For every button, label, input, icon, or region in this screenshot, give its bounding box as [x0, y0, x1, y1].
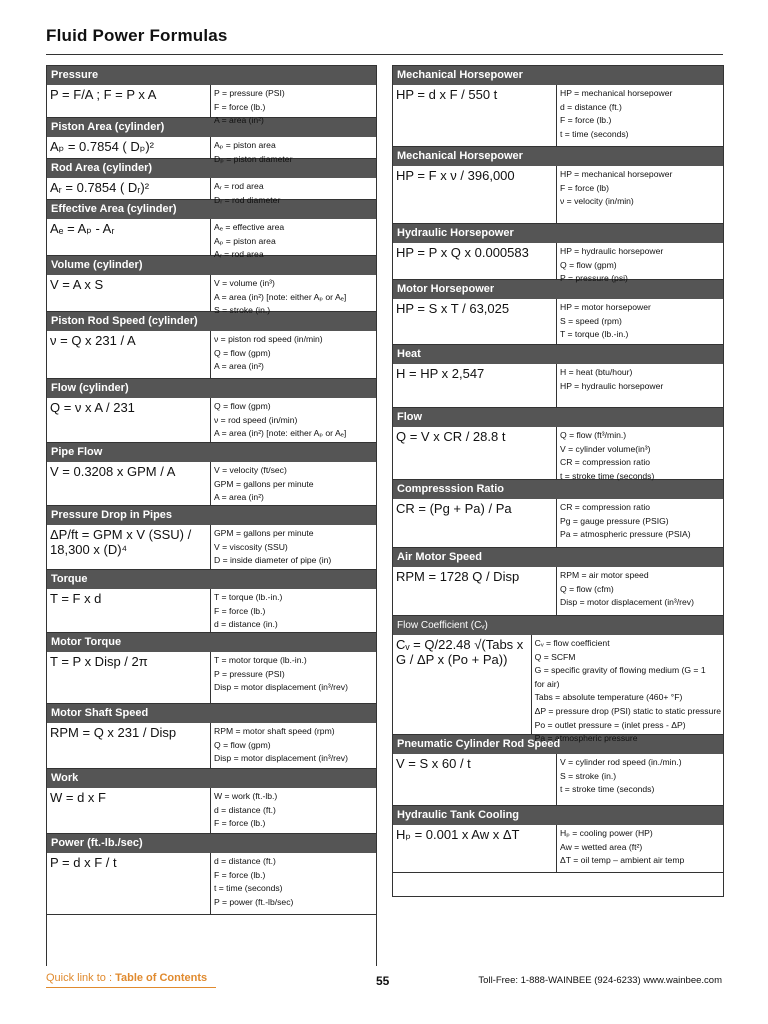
section-heading: Air Motor Speed [393, 548, 723, 567]
section-heading: Heat [393, 345, 723, 364]
definition-line: Pa = atmospheric pressure (PSIA) [560, 529, 691, 540]
definition-line: F = force (lb.) [214, 605, 266, 616]
definition-line: Cᵥ = flow coefficient [534, 638, 610, 648]
formula-text: Hₚ = 0.001 x Aw x ΔT [396, 827, 520, 842]
formula [47, 137, 210, 158]
definition-line: F = force (lb.) [214, 869, 266, 880]
footer-quick-link[interactable] [46, 972, 207, 984]
section-heading: Flow Coefficient (Cᵥ) [393, 616, 723, 635]
formula [393, 166, 556, 223]
formula-text: V = 0.3208 x GPM / A [50, 464, 176, 479]
definition-line: CR = compression ratio [560, 502, 651, 512]
formula-text: P = d x F / t [50, 855, 117, 870]
definition-line: d = distance (ft.) [214, 804, 276, 815]
left-column [46, 65, 377, 966]
formula-row [393, 567, 723, 616]
section-heading: Flow (cylinder) [47, 379, 376, 398]
section-heading: Volume (cylinder) [47, 256, 376, 275]
definition-line: GPM = gallons per minute [214, 478, 314, 489]
definition-line: Hₚ = cooling power (HP) [560, 828, 653, 838]
definition-line: Aᵣ = rod area [214, 249, 264, 260]
definitions [556, 243, 723, 284]
formula [47, 525, 210, 569]
definition-line: S = speed (rpm) [560, 315, 622, 326]
definition-line: A = area (in²) [214, 115, 264, 126]
formula-text: CR = (Pg + Pa) / Pa [396, 501, 512, 516]
definition-line: H = heat (btu/hour) [560, 367, 633, 377]
definition-line: G = specific gravity of flowing medium (G = 1 [534, 665, 706, 676]
section-heading: Torque [47, 570, 376, 589]
definition-line: Disp = motor displacement (in³/rev) [560, 597, 694, 608]
section-heading: Piston Rod Speed (cylinder) [47, 312, 376, 331]
definition-line: Disp = motor displacement (in³/rev) [214, 753, 348, 764]
definition-line: Aw = wetted area (ft²) [560, 841, 643, 852]
definition-line: ΔP = pressure drop (PSI) static to static pressure [534, 705, 721, 716]
section-heading: Pneumatic Cylinder Rod Speed [393, 735, 723, 754]
definition-line: ν = rod speed (in/min) [214, 414, 298, 425]
definition-line: Q = flow (gpm) [214, 739, 271, 750]
formula-row [393, 364, 723, 408]
definition-line: HP = mechanical horsepower [560, 88, 673, 98]
definitions [556, 364, 723, 407]
definition-line: P = power (ft.-lb/sec) [214, 896, 294, 907]
definition-line: F = force (lb.) [560, 115, 612, 126]
definitions [556, 499, 723, 547]
definition-line: HP = mechanical horsepower [560, 169, 673, 179]
formula [47, 85, 210, 117]
definition-line: t = stroke time (seconds) [560, 784, 655, 795]
definition-line: V = viscosity (SSU) [214, 541, 288, 552]
definitions [210, 85, 376, 126]
formula [47, 462, 210, 505]
definition-line: P = pressure (PSI) [214, 668, 285, 679]
formula [393, 754, 556, 805]
definition-line: d = distance (in.) [214, 619, 278, 630]
definition-line: for air) [534, 678, 560, 689]
formula-text: HP = P x Q x 0.000583 [396, 245, 529, 260]
definition-line: Aₚ = piston area [214, 235, 276, 246]
definition-line: W = work (ft.-lb.) [214, 791, 278, 801]
formula [47, 652, 210, 703]
definition-line: d = distance (ft.) [214, 856, 276, 866]
formula-text: Q = V x CR / 28.8 t [396, 429, 506, 444]
definitions [556, 85, 723, 146]
formula-row [393, 299, 723, 345]
definition-line: Po = outlet pressure = (inlet press - ΔP) [534, 719, 686, 730]
definition-line: F = force (lb.) [214, 101, 266, 112]
formula-text: ΔP/ft = GPM x V (SSU) / 18,300 x (D)⁴ [50, 527, 192, 557]
formula [47, 331, 210, 378]
definition-line: Dᵣ = rod diameter [214, 194, 281, 205]
formula [47, 589, 210, 632]
definition-line: RPM = air motor speed [560, 570, 649, 580]
definition-line: Pa = atmospheric pressure [534, 733, 638, 744]
definitions [556, 166, 723, 223]
definitions [210, 331, 376, 378]
section-heading: Hydraulic Horsepower [393, 224, 723, 243]
formula-row [393, 754, 723, 806]
definition-line: t = stroke time (seconds) [560, 470, 655, 481]
table-of-contents-link[interactable]: Table of Contents [115, 972, 208, 984]
section-heading: Pipe Flow [47, 443, 376, 462]
definition-line: Q = SCFM [534, 651, 576, 662]
definition-line: A = area (in²) [note: either Aₚ or Aₑ] [214, 291, 347, 302]
definitions [556, 567, 723, 615]
formula-text: V = A x S [50, 277, 104, 292]
section-heading: Pressure [47, 66, 376, 85]
definition-line: t = time (seconds) [214, 883, 283, 894]
formula-text: T = F x d [50, 591, 102, 606]
formula [393, 364, 556, 407]
definitions [531, 635, 723, 744]
formula-text: Q = ν x A / 231 [50, 400, 135, 415]
definition-line: Aₑ = effective area [214, 222, 285, 232]
definition-line: d = distance (ft.) [560, 101, 622, 112]
definition-line: Q = flow (gpm) [214, 347, 271, 358]
definition-line: ν = velocity (in/min) [560, 196, 634, 207]
section-heading: Motor Torque [47, 633, 376, 652]
formula-text: RPM = 1728 Q / Disp [396, 569, 520, 584]
formula-text: H = HP x 2,547 [396, 366, 485, 381]
formula-row [47, 853, 376, 915]
formula [47, 275, 210, 311]
formula-row [47, 723, 376, 769]
definition-line: V = velocity (ft/sec) [214, 465, 287, 475]
formula-row [393, 427, 723, 480]
definition-line: HP = hydraulic horsepower [560, 246, 664, 256]
formula-row [393, 166, 723, 224]
definition-line: HP = hydraulic horsepower [560, 380, 664, 391]
definition-line: Aᵣ = rod area [214, 181, 264, 191]
definitions [210, 853, 376, 914]
footer-contact: Toll-Free: 1-888-WAINBEE (924-6233) www.wainbee.com [478, 975, 722, 986]
formula-row [47, 652, 376, 704]
formula-row [47, 788, 376, 834]
section-heading: Compresssion Ratio [393, 480, 723, 499]
definition-line: t = time (seconds) [560, 128, 629, 139]
definitions [210, 275, 376, 316]
definition-line: CR = compression ratio [560, 457, 651, 468]
formula [393, 299, 556, 344]
definition-line: V = cylinder rod speed (in./min.) [560, 757, 682, 767]
formula-text: RPM = Q x 231 / Disp [50, 725, 177, 740]
section-heading: Mechanical Horsepower [393, 147, 723, 166]
definition-line: Dₚ = piston diameter [214, 153, 293, 164]
footer-link-prefix: Quick link to : [46, 972, 116, 984]
formula [393, 85, 556, 146]
section-heading: Effective Area (cylinder) [47, 200, 376, 219]
formula [393, 427, 556, 479]
formula-text: W = d x F [50, 790, 106, 805]
definition-line: Tabs = absolute temperature (460+ °F) [534, 692, 683, 703]
section-heading: Pressure Drop in Pipes [47, 506, 376, 525]
formula [47, 788, 210, 833]
section-heading: Power (ft.-lb./sec) [47, 834, 376, 853]
definition-line: Disp = motor displacement (in³/rev) [214, 682, 348, 693]
definitions [210, 652, 376, 703]
definition-line: GPM = gallons per minute [214, 528, 314, 538]
title-rule [46, 54, 723, 55]
section-heading: Flow [393, 408, 723, 427]
formula-text: Cᵥ = Q/22.48 √(Tabs x G / ΔP x (Po + Pa)) [396, 637, 524, 667]
definition-line: Q = flow (ft³/min.) [560, 430, 627, 440]
definitions [210, 219, 376, 260]
formula-row [47, 462, 376, 506]
section-heading: Motor Shaft Speed [47, 704, 376, 723]
page-title: Fluid Power Formulas [46, 26, 228, 45]
formula-text: HP = d x F / 550 t [396, 87, 498, 102]
definitions [210, 178, 376, 205]
section-heading: Hydraulic Tank Cooling [393, 806, 723, 825]
formula [47, 853, 210, 914]
formula-row [47, 525, 376, 570]
section-heading: Work [47, 769, 376, 788]
formula-row [393, 85, 723, 147]
formula [47, 178, 210, 199]
formula-row [393, 243, 723, 284]
section-heading: Rod Area (cylinder) [47, 159, 376, 178]
formula [393, 825, 556, 872]
definition-line: Pg = gauge pressure (PSIG) [560, 515, 669, 526]
section-heading: Mechanical Horsepower [393, 66, 723, 85]
definition-line: F = force (lb) [560, 182, 609, 193]
definition-line: T = torque (lb.-in.) [560, 329, 629, 340]
definition-line: RPM = motor shaft speed (rpm) [214, 726, 335, 736]
formula-text: ν = Q x 231 / A [50, 333, 136, 348]
definition-line: T = motor torque (lb.-in.) [214, 655, 307, 665]
formula [393, 567, 556, 615]
formula-text: V = S x 60 / t [396, 756, 471, 771]
definitions [210, 398, 376, 442]
formula-row [47, 331, 376, 379]
formula-row [47, 137, 376, 164]
formula-row [47, 178, 376, 205]
definitions [210, 462, 376, 505]
definition-line: T = torque (lb.-in.) [214, 592, 283, 602]
definitions [210, 589, 376, 632]
page-number: 55 [376, 974, 390, 988]
definition-line: S = stroke (in.) [214, 305, 271, 316]
definitions [556, 754, 723, 805]
definitions [556, 299, 723, 344]
definition-line: V = cylinder volume(in³) [560, 443, 651, 454]
definition-line: P = pressure (psi) [560, 273, 628, 284]
formula-text: T = P x Disp / 2π [50, 654, 148, 669]
definition-line: Q = flow (cfm) [560, 583, 614, 594]
definition-line: ν = piston rod speed (in/min) [214, 334, 323, 344]
formula [47, 219, 210, 255]
formula-row [47, 219, 376, 260]
formula [47, 398, 210, 442]
definition-line: HP = motor horsepower [560, 302, 651, 312]
definition-line: P = pressure (PSI) [214, 88, 285, 98]
definitions [556, 825, 723, 872]
section-heading: Piston Area (cylinder) [47, 118, 376, 137]
definitions [210, 525, 376, 569]
definition-line: Q = flow (gpm) [214, 401, 271, 411]
definitions [210, 137, 376, 164]
formula-text: Aₑ = Aₚ - Aᵣ [50, 221, 115, 236]
formula [393, 635, 531, 734]
definition-line: S = stroke (in.) [560, 770, 617, 781]
formula [393, 243, 556, 279]
definition-line: Q = flow (gpm) [560, 259, 617, 270]
definition-line: A = area (in²) [214, 492, 264, 503]
footer-link-underline [46, 987, 216, 988]
formula-row [47, 275, 376, 316]
definitions [556, 427, 723, 479]
definition-line: D = inside diameter of pipe (in) [214, 555, 332, 566]
formula-text: P = F/A ; F = P x A [50, 87, 157, 102]
formula-text: Aₚ = 0.7854 ( Dₚ)² [50, 139, 154, 154]
formula-row [47, 398, 376, 443]
definition-line: V = volume (in³) [214, 278, 275, 288]
section-heading: Motor Horsepower [393, 280, 723, 299]
formula-row [47, 589, 376, 633]
formula-text: HP = S x T / 63,025 [396, 301, 510, 316]
definition-line: ΔT = oil temp – ambient air temp [560, 855, 685, 866]
definition-line: Aₚ = piston area [214, 140, 276, 150]
definition-line: A = area (in²) [note: either Aₚ or Aₑ] [214, 428, 347, 439]
formula-text: Aᵣ = 0.7854 ( Dᵣ)² [50, 180, 150, 195]
formula [47, 723, 210, 768]
formula-row [393, 499, 723, 548]
formula-text: HP = F x ν / 396,000 [396, 168, 515, 183]
definition-line: F = force (lb.) [214, 818, 266, 829]
formula-row [393, 825, 723, 873]
right-column [392, 65, 724, 897]
definitions [210, 723, 376, 768]
formula-row [47, 85, 376, 126]
definitions [210, 788, 376, 833]
definition-line: A = area (in²) [214, 361, 264, 372]
formula [393, 499, 556, 547]
